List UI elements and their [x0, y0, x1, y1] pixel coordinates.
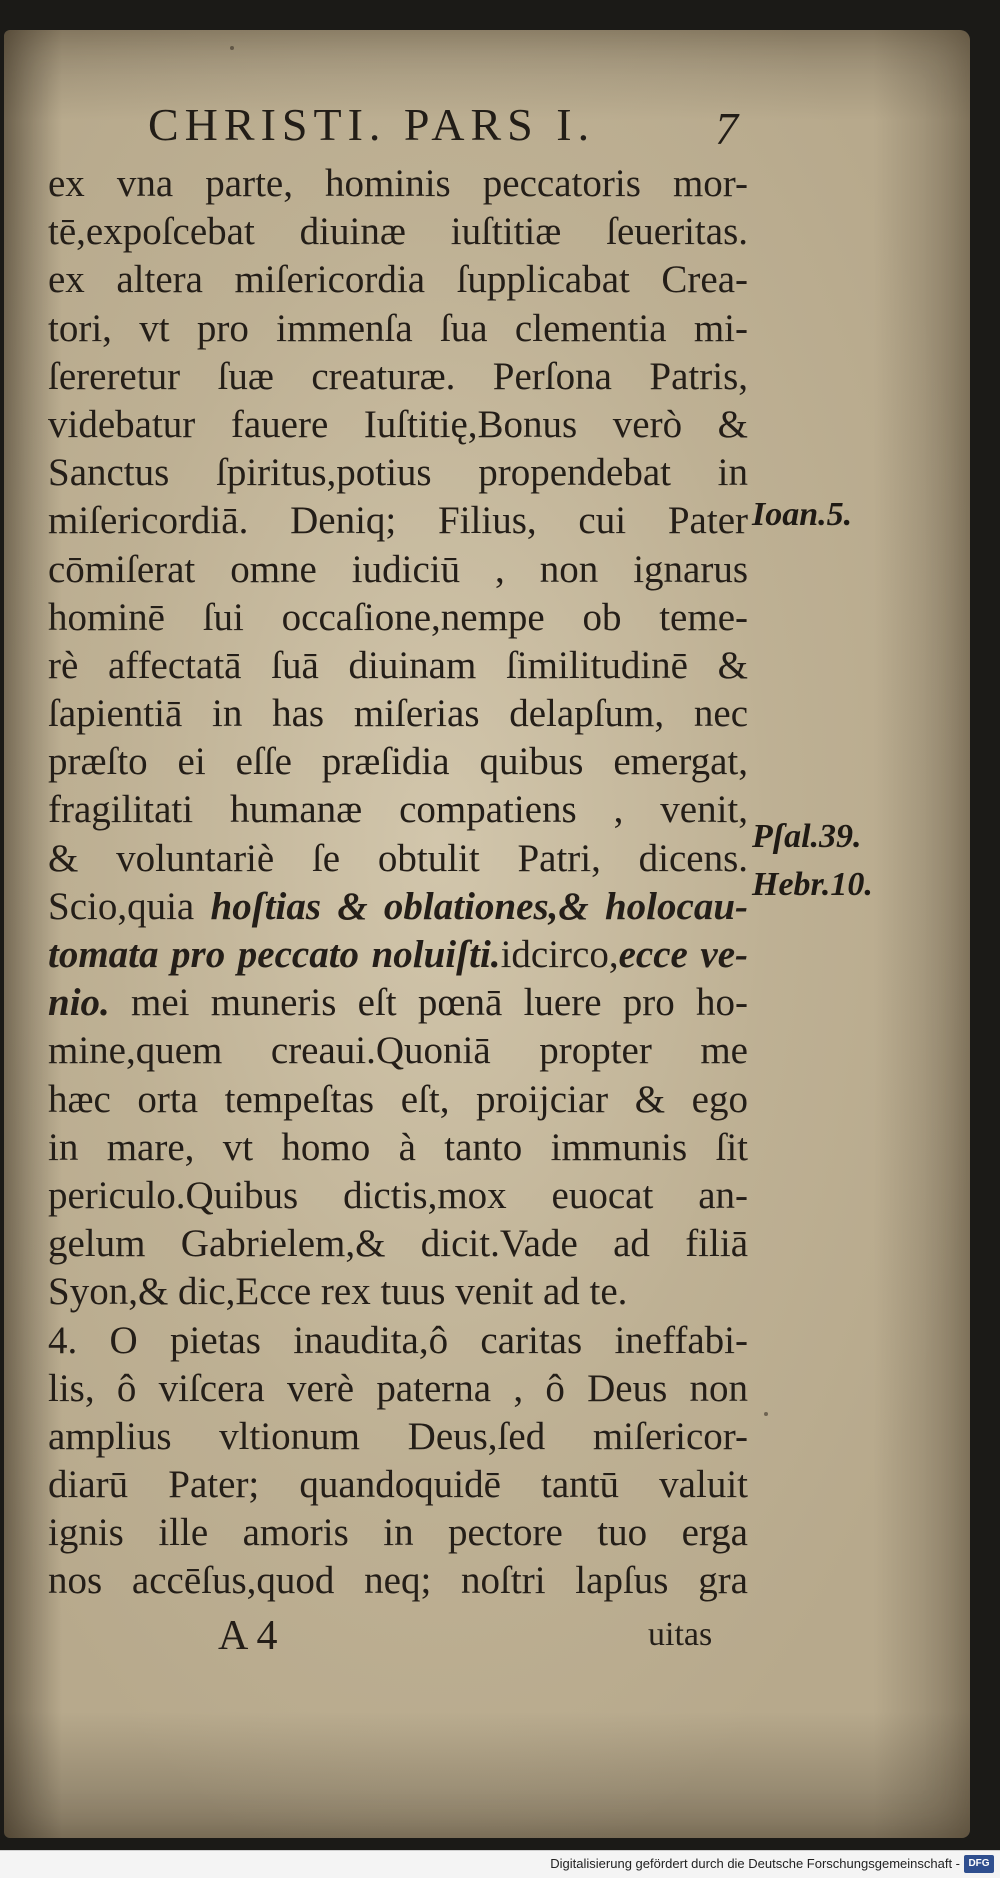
running-head-title: CHRISTI. PARS I. — [148, 99, 596, 150]
italic-quotation: ecce ve- — [618, 933, 748, 976]
text-line: tori, vt pro immenſa ſua clementia mi- — [48, 306, 748, 350]
text-line: videbatur fauere Iuſtitię,Bonus verò & — [48, 402, 748, 446]
text-line: ignis ille amoris in pectore tuo erga — [48, 1511, 748, 1555]
text-line: ex vna parte, hominis peccatoris mor- — [48, 162, 748, 205]
text-line: ſereretur ſuæ creaturæ. Perſona Patris, — [48, 354, 748, 398]
text-line: cōmiſerat omne iudiciū , non ignarus — [48, 547, 748, 591]
page-number: 7 — [715, 103, 738, 154]
text-line: mine,quem creaui.Quoniā propter me — [48, 1029, 748, 1073]
text-line: lis, ô viſcera verè paterna , ô Deus non — [48, 1366, 748, 1410]
text-line: miſericordiā. Deniq; Filius, cui Pater — [48, 499, 748, 543]
running-head — [148, 98, 738, 162]
signature-mark: A 4 — [218, 1613, 278, 1659]
dfg-logo-icon: DFG — [964, 1855, 994, 1873]
text-line: amplius vltionum Deus,ſed miſericor- — [48, 1414, 748, 1458]
text-line: ex altera miſericordia ſupplicabat Crea- — [48, 258, 748, 302]
text-line: præſto ei eſſe præſidia quibus emergat, — [48, 740, 748, 784]
italic-quotation: tomata pro peccato noluiſti. — [48, 933, 501, 976]
text-line-quotation — [48, 883, 748, 931]
text-line: rè affectatā ſuā diuinam ſimilitudinē & — [48, 643, 748, 687]
text-line-quotation — [48, 931, 748, 979]
text-line: gelum Gabrielem,& dicit.Vade ad filiā — [48, 1222, 748, 1266]
footer-bar — [0, 1850, 1000, 1878]
catchword: uitas — [648, 1616, 713, 1653]
margin-note-hebr: Hebr.10. — [752, 866, 873, 903]
ink-speck — [230, 46, 234, 50]
roman-span: idcirco, — [500, 933, 619, 976]
margin-note-psal: Pſal.39. — [752, 818, 862, 855]
text-line: Syon,& dic,Ecce rex tuus venit ad te. — [48, 1270, 628, 1314]
text-line: hominē ſui occaſione,nempe ob teme- — [48, 595, 748, 639]
italic-quotation: hoſtias & oblationes,& holocau- — [210, 884, 748, 928]
text-line: & voluntariè ſe obtulit Patri, dicens. — [48, 836, 748, 880]
text-line-paragraph-4: 4. O pietas inaudita,ô caritas ineffabi- — [48, 1318, 748, 1362]
italic-quotation: nio. — [48, 981, 110, 1025]
text-line: periculo.Quibus dictis,mox euocat an- — [48, 1173, 748, 1217]
text-line: in mare, vt homo à tanto immunis ſit — [48, 1125, 748, 1169]
body-text — [48, 160, 748, 1606]
text-line: Sanctus ſpiritus,potius propendebat in — [48, 451, 748, 495]
margin-note-ioan: Ioan.5. — [752, 496, 853, 533]
text-line: tē,expoſcebat diuinæ iuſtitiæ ſeueritas. — [48, 210, 748, 254]
roman-span: Scio,quia — [48, 884, 211, 928]
funding-credit: Digitalisierung gefördert durch die Deutsche Forschungsgemeinschaft - — [550, 1856, 960, 1871]
text-line: hæc orta tempeſtas eſt, proijciar & ego — [48, 1077, 748, 1121]
text-line: fragilitati humanæ compatiens , venit, — [48, 788, 748, 832]
text-line: ſapientiā in has miſerias delapſum, nec — [48, 692, 748, 736]
roman-span: mei muneris eſt pœnā luere pro ho- — [109, 981, 748, 1025]
text-line: diarū Pater; quandoquidē tantū valuit — [48, 1463, 748, 1507]
ink-speck — [764, 1412, 768, 1416]
text-line: nos accēſus,quod neq; noſtri lapſus gra — [48, 1559, 748, 1603]
text-line-quotation — [48, 979, 748, 1027]
